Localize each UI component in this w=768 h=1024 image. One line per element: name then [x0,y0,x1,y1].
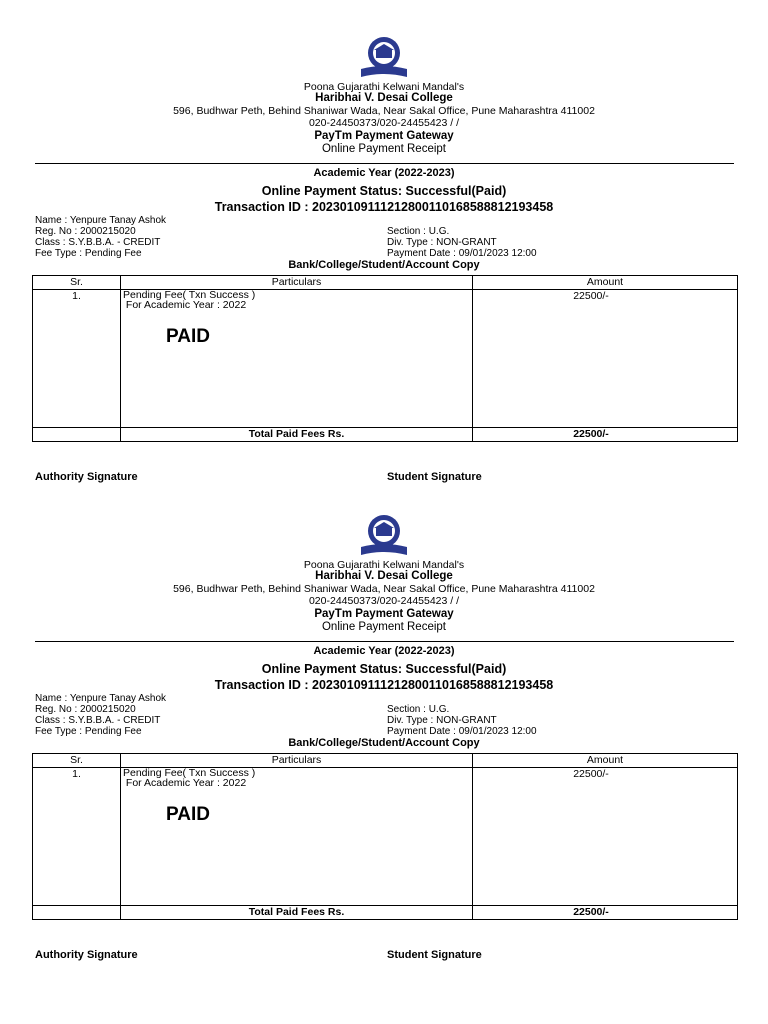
college-name: Haribhai V. Desai College [315,570,453,582]
academic-year: Academic Year (2022-2023) [313,645,455,657]
total-label: Total Paid Fees Rs. [121,428,473,442]
paid-stamp: PAID [166,326,210,347]
reg-no: Reg. No : 2000215020 [35,226,136,237]
payment-status: Online Payment Status: Successful(Paid) [261,662,507,676]
student-signature: Student Signature [387,949,482,961]
total-blank [33,428,121,442]
college-logo-icon [357,35,411,79]
receipt-copy-1 [0,0,768,483]
student-name: Name : Yenpure Tanay Ashok [35,215,167,226]
college-logo-icon [357,513,411,557]
col-sr: Sr. [33,276,121,290]
table-header-row [33,754,738,768]
total-amount: 22500/- [473,428,738,442]
col-sr: Sr. [33,754,121,768]
table-row [33,290,738,428]
row-amount: 22500/- [473,290,738,428]
student-name: Name : Yenpure Tanay Ashok [35,693,167,704]
receipt-title: Online Payment Receipt [321,621,446,633]
table-header-row [33,276,738,290]
divider [35,163,734,164]
row-sr: 1. [33,290,121,428]
fee-type: Fee Type : Pending Fee [35,248,142,259]
total-label: Total Paid Fees Rs. [121,906,473,920]
total-row [33,428,738,442]
payment-status: Online Payment Status: Successful(Paid) [261,184,507,198]
class: Class : S.Y.B.B.A. - CREDIT [35,715,161,726]
table-row [33,768,738,906]
divider [35,641,734,642]
copy-label: Bank/College/Student/Account Copy [288,259,480,271]
section: Section : U.G. [387,704,450,715]
div-type: Div. Type : NON-GRANT [387,715,497,726]
payment-date: Payment Date : 09/01/2023 12:00 [387,248,537,259]
particular-line-1: Pending Fee( Txn Success ) [123,289,256,301]
college-address: 596, Budhwar Peth, Behind Shaniwar Wada, Near Sakal Office, Pune Maharashtra 411002 [173,583,595,595]
transaction-id: Transaction ID : 20230109111212800110168588812193458 [214,200,554,214]
col-amount: Amount [473,754,738,768]
academic-year: Academic Year (2022-2023) [313,167,455,179]
col-particulars: Particulars [121,754,473,768]
particular-line-2: For Academic Year : 2022 [123,299,247,311]
div-type: Div. Type : NON-GRANT [387,237,497,248]
paid-stamp: PAID [166,804,210,825]
row-amount: 22500/- [473,768,738,906]
section: Section : U.G. [387,226,450,237]
fees-table [32,275,738,442]
transaction-id: Transaction ID : 20230109111212800110168588812193458 [214,678,554,692]
authority-signature: Authority Signature [35,949,138,961]
payment-gateway: PayTm Payment Gateway [314,130,454,142]
fees-table [32,753,738,920]
authority-signature: Authority Signature [35,471,138,483]
col-particulars: Particulars [121,276,473,290]
col-amount: Amount [473,276,738,290]
class: Class : S.Y.B.B.A. - CREDIT [35,237,161,248]
receipt-title: Online Payment Receipt [321,143,446,155]
college-address: 596, Budhwar Peth, Behind Shaniwar Wada, Near Sakal Office, Pune Maharashtra 411002 [173,105,595,117]
total-blank [33,906,121,920]
particular-line-1: Pending Fee( Txn Success ) [123,767,256,779]
reg-no: Reg. No : 2000215020 [35,704,136,715]
college-phone: 020-24450373/020-24455423 / / [308,595,460,607]
mandal-name: Poona Gujarathi Kelwani Mandal's [303,81,465,93]
copy-label: Bank/College/Student/Account Copy [288,737,480,749]
fee-type: Fee Type : Pending Fee [35,726,142,737]
particular-line-2: For Academic Year : 2022 [123,777,247,789]
total-amount: 22500/- [473,906,738,920]
total-row [33,906,738,920]
row-particulars [121,768,473,906]
college-phone: 020-24450373/020-24455423 / / [308,117,460,129]
college-name: Haribhai V. Desai College [315,92,453,104]
row-particulars [121,290,473,428]
payment-date: Payment Date : 09/01/2023 12:00 [387,726,537,737]
row-sr: 1. [33,768,121,906]
mandal-name: Poona Gujarathi Kelwani Mandal's [303,559,465,571]
student-signature: Student Signature [387,471,482,483]
receipt-copy-2 [0,478,768,961]
payment-gateway: PayTm Payment Gateway [314,608,454,620]
